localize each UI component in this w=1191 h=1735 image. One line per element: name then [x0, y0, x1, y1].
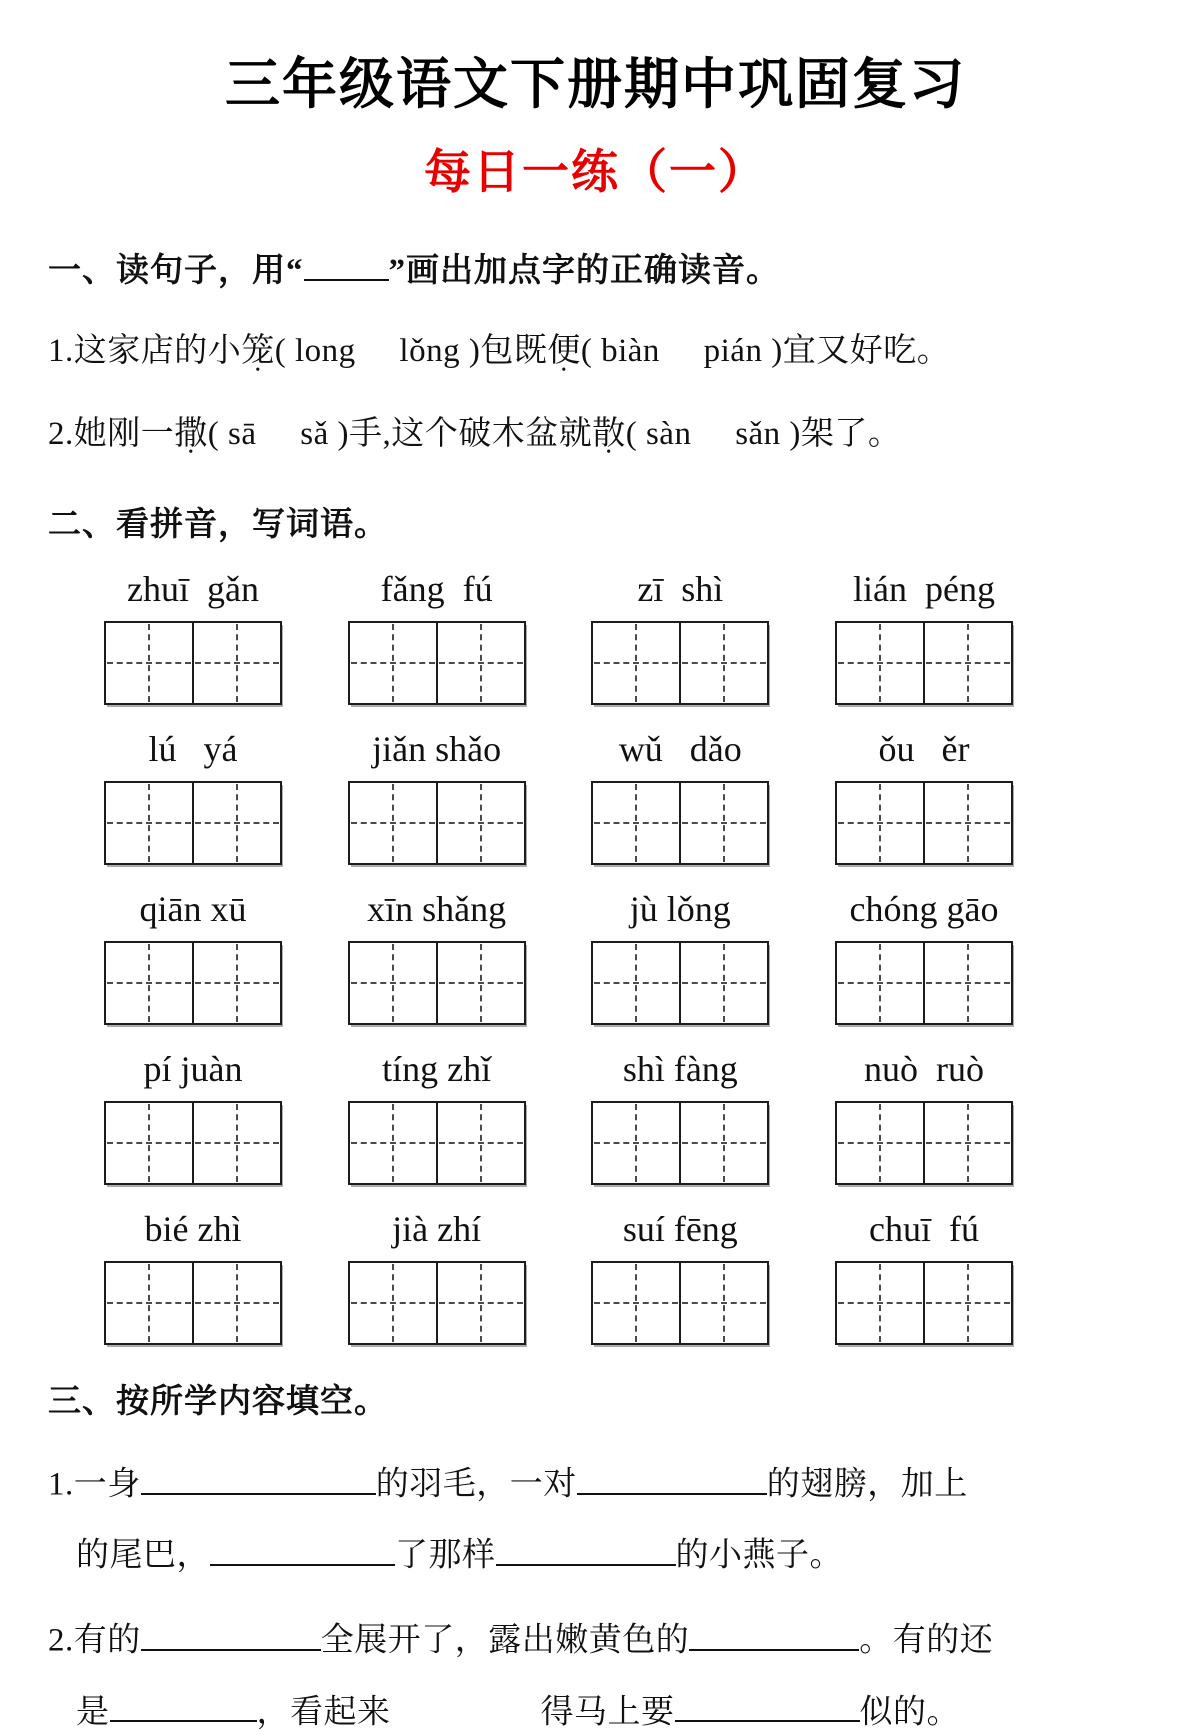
writing-cell: [923, 1263, 1011, 1343]
dotted-char: 撒: [174, 415, 208, 452]
writing-box: [348, 1101, 526, 1185]
word-group: [835, 565, 1013, 705]
fill-blank-line: [577, 1460, 767, 1495]
writing-cell: [837, 943, 923, 1023]
question-3-1-line-2: [48, 1531, 1143, 1578]
writing-box: [835, 1101, 1013, 1185]
pinyin-label: ǒu ěr: [878, 729, 970, 770]
writing-cell: [593, 1263, 679, 1343]
q3-2-text: 是: [76, 1694, 110, 1731]
pinyin-row-3: [104, 885, 1013, 1025]
fill-blank-line: [141, 1616, 321, 1651]
writing-cell: [436, 943, 524, 1023]
q2-text: ( sàn sǎn )架了。: [625, 415, 902, 452]
writing-cell: [350, 1103, 436, 1183]
q3-1-text: 的小燕子。: [675, 1537, 843, 1574]
question-3-1-line-1: [48, 1460, 1143, 1507]
page-title: 三年级语文下册期中巩固复习: [224, 54, 966, 115]
pinyin-label: pí juàn: [143, 1049, 243, 1090]
fill-blank-line: [689, 1616, 859, 1651]
word-group: [591, 1045, 769, 1185]
writing-cell: [192, 1263, 280, 1343]
pinyin-label: shì fàng: [622, 1049, 738, 1090]
word-group: [348, 1205, 526, 1345]
writing-cell: [192, 783, 280, 863]
pinyin-label: lú yá: [148, 729, 238, 770]
word-group: [835, 1045, 1013, 1185]
pinyin-label: tíng zhǐ: [382, 1049, 492, 1090]
section-two-heading: 二、看拼音，写词语。: [48, 507, 388, 544]
writing-cell: [192, 1103, 280, 1183]
word-group: [104, 1205, 282, 1345]
q3-1-text: 了那样: [395, 1537, 496, 1574]
writing-cell: [923, 783, 1011, 863]
pinyin-label: qiān xū: [139, 889, 247, 930]
writing-cell: [593, 623, 679, 703]
writing-cell: [679, 1263, 767, 1343]
word-group: [348, 725, 526, 865]
writing-cell: [923, 943, 1011, 1023]
writing-box: [835, 781, 1013, 865]
q3-2-text: 得马上要: [540, 1694, 675, 1731]
q3-1-text: 的羽毛，一对: [375, 1466, 577, 1503]
writing-cell: [192, 623, 280, 703]
writing-box: [591, 1261, 769, 1345]
pinyin-row-2: [104, 725, 1013, 865]
pinyin-label: lián péng: [852, 569, 995, 610]
q2-text: ( sā sǎ )手,这个破木盆就: [207, 415, 593, 452]
writing-cell: [679, 943, 767, 1023]
pinyin-label: jiǎn shǎo: [372, 729, 502, 770]
q3-1-text: 的尾巴，: [76, 1537, 210, 1574]
pinyin-label: zhuī gǎn: [127, 569, 259, 610]
q1-text: ( long lǒng )包既: [274, 333, 548, 369]
writing-box: [348, 621, 526, 705]
writing-cell: [593, 1103, 679, 1183]
q2-text: 2.她刚一: [48, 415, 175, 452]
word-group: [104, 725, 282, 865]
writing-box: [348, 781, 526, 865]
writing-cell: [436, 1103, 524, 1183]
writing-cell: [436, 1263, 524, 1343]
fill-blank-line: [675, 1688, 860, 1723]
section-one-heading-pre: 一、读句子，用“: [48, 253, 304, 289]
pinyin-grid: [104, 565, 1013, 1345]
pinyin-label: jià zhí: [392, 1209, 482, 1250]
q3-1-text: 1.一身: [48, 1466, 141, 1503]
q3-1-text: 的翅膀，加上: [766, 1466, 968, 1503]
fill-blank-line: [210, 1531, 395, 1566]
writing-cell: [923, 1103, 1011, 1183]
writing-cell: [106, 1263, 192, 1343]
writing-box: [104, 941, 282, 1025]
fill-blank-line: [141, 1460, 376, 1495]
q3-2-text: 2.有的: [48, 1623, 141, 1660]
writing-box: [348, 1261, 526, 1345]
writing-cell: [679, 623, 767, 703]
writing-box: [348, 941, 526, 1025]
writing-cell: [593, 783, 679, 863]
pinyin-row-4: [104, 1045, 1013, 1185]
word-group: [835, 1205, 1013, 1345]
section-one-heading: [48, 244, 1143, 291]
writing-cell: [436, 623, 524, 703]
writing-box: [591, 941, 769, 1025]
fill-blank-line: [496, 1531, 676, 1566]
word-group: [591, 565, 769, 705]
word-group: [835, 725, 1013, 865]
heading-blank-line: [304, 246, 389, 281]
word-group: [104, 885, 282, 1025]
dotted-char: 散: [592, 415, 626, 452]
writing-box: [835, 941, 1013, 1025]
writing-cell: [350, 783, 436, 863]
writing-box: [104, 781, 282, 865]
writing-box: [591, 621, 769, 705]
writing-cell: [106, 1103, 192, 1183]
word-group: [348, 565, 526, 705]
section-three-heading: 三、按所学内容填空。: [48, 1384, 388, 1421]
pinyin-row-1: [104, 565, 1013, 705]
writing-cell: [106, 783, 192, 863]
word-group: [104, 1045, 282, 1185]
writing-box: [591, 1101, 769, 1185]
q1-text: 1.这家店的小: [48, 333, 242, 369]
writing-cell: [350, 623, 436, 703]
q3-2-text: 。有的还: [859, 1623, 994, 1660]
pinyin-label: chóng gāo: [849, 889, 999, 930]
q3-2-text: 似的。: [859, 1694, 960, 1731]
dotted-char: 便: [547, 333, 581, 369]
pinyin-label: chuī fú: [868, 1209, 979, 1250]
question-3-2-line-1: [48, 1616, 1143, 1663]
word-group: [348, 1045, 526, 1185]
writing-cell: [679, 783, 767, 863]
writing-cell: [106, 943, 192, 1023]
dotted-char: 笼: [241, 333, 275, 369]
pinyin-row-5: [104, 1205, 1013, 1345]
writing-cell: [837, 1263, 923, 1343]
question-1-2: [48, 412, 1143, 457]
writing-cell: [837, 783, 923, 863]
writing-cell: [837, 623, 923, 703]
fill-blank-line: [110, 1688, 257, 1723]
q1-text: ( biàn pián )宜又好吃。: [580, 333, 951, 369]
section-one-heading-post: ”画出加点字的正确读音。: [388, 253, 780, 289]
writing-cell: [837, 1103, 923, 1183]
word-group: [591, 725, 769, 865]
writing-box: [104, 621, 282, 705]
page-subtitle: 每日一练（一）: [424, 147, 767, 199]
writing-cell: [923, 623, 1011, 703]
pinyin-label: suí fēng: [622, 1209, 738, 1250]
q3-2-text: ，看起来: [256, 1694, 391, 1731]
word-group: [348, 885, 526, 1025]
question-1-1: [48, 329, 1143, 374]
writing-box: [104, 1101, 282, 1185]
writing-cell: [350, 943, 436, 1023]
writing-cell: [192, 943, 280, 1023]
writing-cell: [436, 783, 524, 863]
word-group: [835, 885, 1013, 1025]
pinyin-label: bié zhì: [144, 1209, 242, 1250]
writing-box: [835, 621, 1013, 705]
word-group: [104, 565, 282, 705]
writing-box: [591, 781, 769, 865]
writing-cell: [350, 1263, 436, 1343]
writing-cell: [593, 943, 679, 1023]
pinyin-label: fǎng fú: [380, 569, 493, 610]
question-3-2-line-2: [48, 1688, 1143, 1735]
q3-2-text: 全展开了，露出嫩黄色的: [320, 1623, 690, 1660]
word-group: [591, 885, 769, 1025]
writing-box: [835, 1261, 1013, 1345]
pinyin-label: nuò ruò: [863, 1049, 984, 1090]
word-group: [591, 1205, 769, 1345]
pinyin-label: zī shì: [637, 569, 724, 610]
pinyin-label: jù lǒng: [629, 889, 731, 930]
writing-box: [104, 1261, 282, 1345]
pinyin-label: xīn shǎng: [367, 889, 507, 930]
pinyin-label: wǔ dǎo: [618, 729, 742, 770]
writing-cell: [679, 1103, 767, 1183]
writing-cell: [106, 623, 192, 703]
